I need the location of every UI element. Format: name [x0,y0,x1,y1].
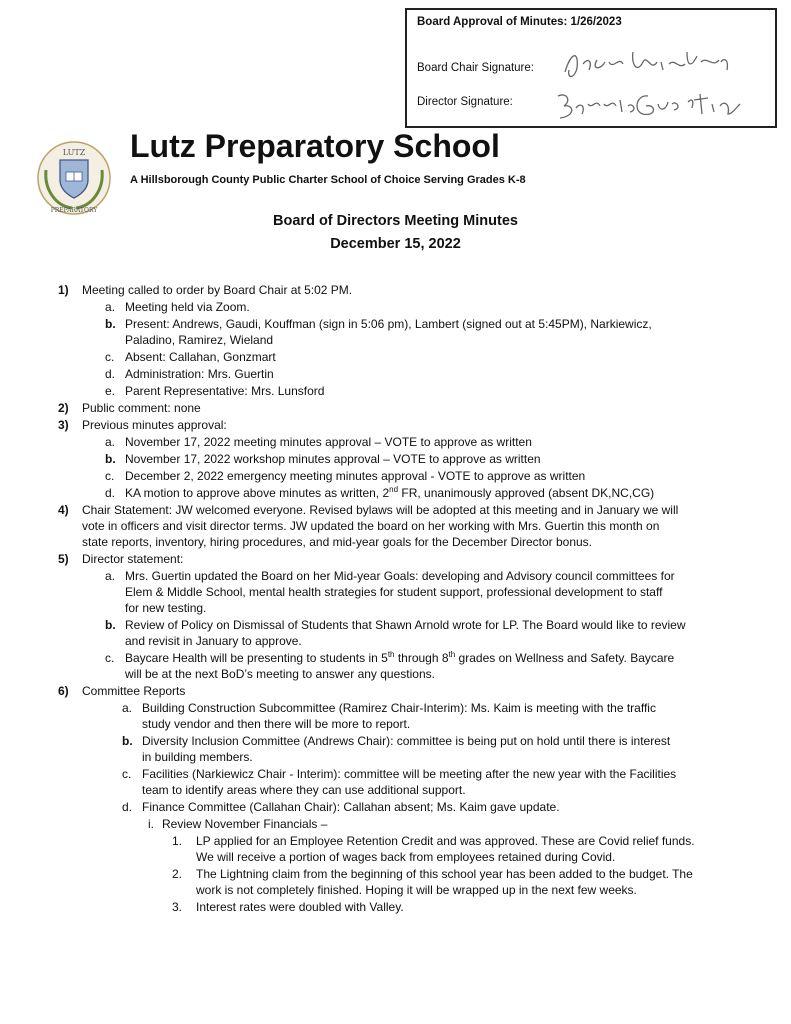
sub-item-text: Parent Representative: Mrs. Lunsford [125,384,325,398]
sub-item-marker: d. [122,800,133,814]
sub-item-text: Facilities (Narkiewicz Chair - Interim): committee will be meeting after the new year with the Facilities [142,767,677,781]
sub-item-text: work is not completely finished. Hoping it will be wrapped up in the next few weeks. [196,883,637,897]
sub-item-marker: d. [105,486,116,500]
item-text: Committee Reports [82,684,186,698]
item-text: vote in officers and visit director terms. JW updated the board on her working with Mrs. Guertin this month on [82,519,660,533]
sub-item-text: study vendor and then there will be more to report. [142,717,411,731]
sub-item-text: November 17, 2022 meeting minutes approval – VOTE to approve as written [125,435,532,449]
sub-item-text: Interest rates were doubled with Valley. [196,900,404,914]
item-number: 4) [58,503,69,517]
chair-signature-label: Board Chair Signature: [417,62,534,74]
document-title: Board of Directors Meeting Minutes [273,213,518,229]
numbered-marker: 1. [172,834,183,848]
sub-item-text: November 17, 2022 workshop minutes approval – VOTE to approve as written [125,452,541,466]
sub-item-text: in building members. [142,750,253,764]
sub-item-text: will be at the next BoD’s meeting to answer any questions. [125,667,435,681]
sub-item-text: team to identify areas where they can use additional support. [142,783,466,797]
sub-item-marker: e. [105,384,116,398]
sub-item-text: KA motion to approve above minutes as written, 2nd FR, unanimously approved (absent DK,NC,CG) [125,485,655,500]
sub-item-marker: c. [105,469,115,483]
sub-item-text: Building Construction Subcommittee (Ramirez Chair-Interim): Ms. Kaim is meeting with the traffic [142,701,656,715]
sub-item-text: and revisit in January to approve. [125,634,302,648]
numbered-marker: 2. [172,867,183,881]
sub-item-marker: d. [105,367,116,381]
sub-item-text: Elem & Middle School, mental health strategies for student support, professional development to staff [125,585,663,599]
sub-item-text: Review November Financials – [162,817,328,831]
school-name: Lutz Preparatory School [130,128,500,164]
sub-item-marker: c. [105,651,115,665]
sub-item-marker: c. [105,350,115,364]
logo-text-bottom: PREPARATORY [50,207,98,214]
item-text: Director statement: [82,552,184,566]
item-number: 6) [58,684,69,698]
school-subtitle: A Hillsborough County Public Charter School of Choice Serving Grades K-8 [130,174,526,186]
sub-item-text: Absent: Callahan, Gonzmart [125,350,276,364]
item-text: Previous minutes approval: [82,418,227,432]
sub-item-text: Diversity Inclusion Committee (Andrews Chair): committee is being put on hold until there is interest [142,734,671,748]
sub-item-marker: b. [105,452,116,466]
roman-marker: i. [148,817,154,831]
sub-item-text: for new testing. [125,601,207,615]
sub-item-marker: c. [122,767,132,781]
sub-item-marker: b. [105,618,116,632]
item-number: 2) [58,401,69,415]
approval-box [405,8,777,128]
sub-item-text: The Lightning claim from the beginning of this school year has been added to the budget. The [196,867,693,881]
meeting-date: December 15, 2022 [330,236,461,252]
item-text: Public comment: none [82,401,201,415]
sub-item-text: December 2, 2022 emergency meeting minutes approval - VOTE to approve as written [125,469,586,483]
sub-item-text: We will receive a portion of wages back from employees retained during Covid. [196,850,616,864]
sub-item-text: Paladino, Ramirez, Wieland [125,333,274,347]
director-signature [552,86,752,124]
sub-item-marker: a. [105,569,116,583]
sub-item-text: LP applied for an Employee Retention Credit and was approved. These are Covid relief funds. [196,834,695,848]
item-text: Chair Statement: JW welcomed everyone. Revised bylaws will be adopted at this meeting and in January we will [82,503,679,517]
item-text: Meeting called to order by Board Chair at 5:02 PM. [82,283,353,297]
item-number: 5) [58,552,69,566]
item-number: 1) [58,283,69,297]
logo-text-top: LUTZ [62,148,86,157]
item-text: state reports, inventory, hiring procedures, and mid-year goals for the December Director bonus. [82,535,593,549]
approval-title: Board Approval of Minutes: 1/26/2023 [417,16,622,28]
sub-item-text: Baycare Health will be presenting to students in 5th through 8th grades on Wellness and Safety. Baycare [125,650,675,665]
sub-item-text: Meeting held via Zoom. [125,300,250,314]
numbered-marker: 3. [172,900,183,914]
sub-item-marker: b. [105,317,116,331]
item-number: 3) [58,418,69,432]
director-signature-label: Director Signature: [417,96,513,108]
sub-item-text: Mrs. Guertin updated the Board on her Mid-year Goals: developing and Advisory council committees for [125,569,675,583]
sub-item-text: Finance Committee (Callahan Chair): Callahan absent; Ms. Kaim gave update. [142,800,560,814]
sub-item-marker: a. [105,435,116,449]
sub-item-text: Review of Policy on Dismissal of Students that Shawn Arnold wrote for LP. The Board would like to review [125,618,686,632]
sub-item-marker: b. [122,734,133,748]
sub-item-marker: a. [122,701,133,715]
school-logo [36,140,112,216]
chair-signature [557,44,737,84]
sub-item-text: Administration: Mrs. Guertin [125,367,274,381]
sub-item-text: Present: Andrews, Gaudi, Kouffman (sign in 5:06 pm), Lambert (signed out at 5:45PM), Narkiewicz, [125,317,652,331]
sub-item-marker: a. [105,300,116,314]
